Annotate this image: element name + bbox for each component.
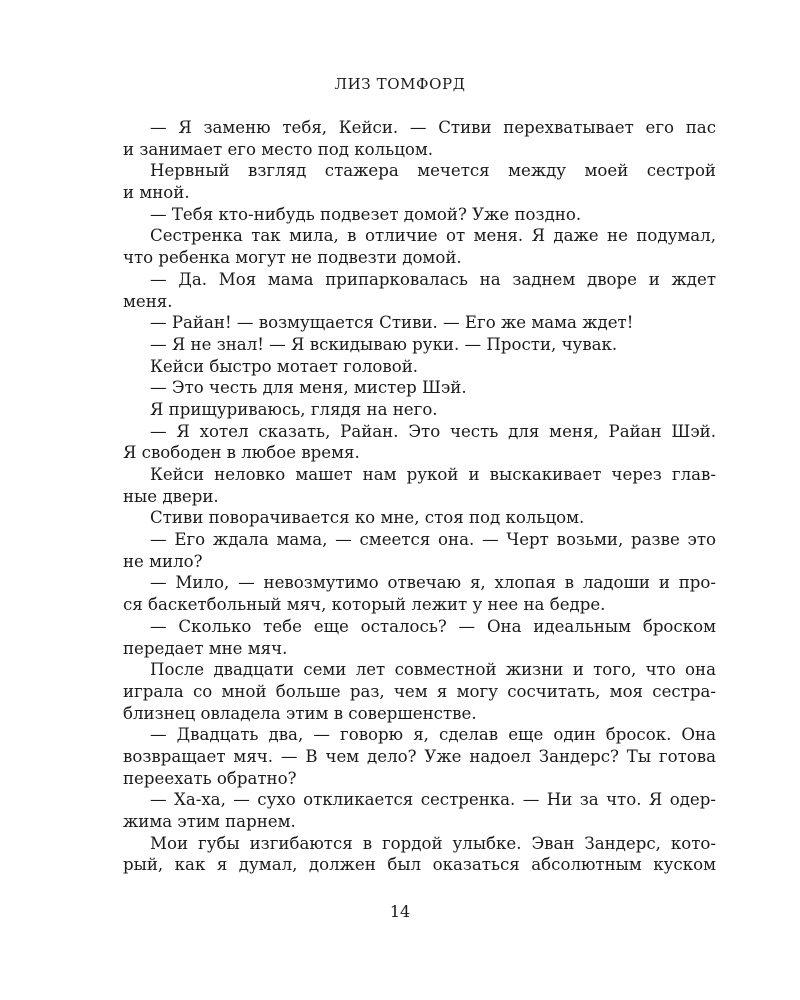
text-line: Я свободен в любое время. (123, 443, 360, 463)
text-line: — Сколько тебе еще осталось? — Она идеальным броском (150, 616, 716, 636)
text-line: — Я заменю тебя, Кейси. — Стиви перехватывает его пас (150, 118, 716, 137)
text-line: После двадцати семи лет совместной жизни и того, что она (150, 660, 716, 680)
text-line: передает мне мяч. (123, 638, 288, 658)
text-line: жима этим парнем. (123, 812, 296, 831)
text-line: меня. (123, 291, 173, 311)
text-line: Стиви поворачивается ко мне, стоя под кольцом. (150, 508, 585, 528)
text-line: рый, как я думал, должен был оказаться абсолютным куском (123, 855, 716, 875)
text-line: Нервный взгляд стажера мечется между моей сестрой (150, 161, 716, 181)
text-line: — Мило, — невозмутимо отвечаю я, хлопая в ладоши и про- (150, 573, 716, 593)
text-line: близнец овладела этим в совершенстве. (123, 703, 477, 723)
page-number: 14 (389, 902, 411, 921)
text-line: и занимает его место под кольцом. (123, 139, 434, 159)
text-line: Мои губы изгибаются в гордой улыбке. Эван Зандерс, кото- (150, 833, 716, 853)
text-line: Кейси неловко машет нам рукой и выскакивает через глав- (150, 465, 716, 484)
text-line: — Я хотел сказать, Райан. Это честь для меня, Райан Шэй. (150, 421, 716, 441)
text-line: что ребенка могут не подвезти домой. (123, 248, 462, 268)
text-line: — Райан! — возмущается Стиви. — Его же мама ждет! (150, 313, 634, 333)
text-line: — Двадцать два, — говорю я, сделав еще один бросок. Она (150, 725, 716, 745)
text-line: — Его ждала мама, — смеется она. — Черт возьми, разве это (150, 530, 716, 550)
text-line: — Ха-ха, — сухо откликается сестренка. — Ни за что. Я одер- (150, 790, 716, 810)
text-line: переехать обратно? (123, 768, 297, 788)
text-line: и мной. (123, 183, 190, 203)
text-line: играла со мной больше раз, чем я могу сосчитать, моя сестра- (123, 681, 716, 701)
text-line: возвращает мяч. — В чем дело? Уже надоел Зандерс? Ты готова (123, 746, 716, 766)
text-line: ся баскетбольный мяч, который лежит у нее на бедре. (123, 595, 606, 615)
text-line: ные двери. (123, 486, 219, 506)
text-line: Кейси быстро мотает головой. (150, 356, 419, 376)
text-line: — Это честь для меня, мистер Шэй. (150, 378, 467, 398)
text-line: — Да. Моя мама припарковалась на заднем дворе и ждет (150, 269, 716, 289)
body-text (123, 117, 716, 876)
text-line: Сестренка так мила, в отличие от меня. Я даже не подумал, (150, 226, 716, 246)
text-line: не мило? (123, 551, 203, 571)
text-line: Я прищуриваюсь, глядя на него. (150, 399, 438, 419)
text-line: — Я не знал! — Я вскидываю руки. — Прости, чувак. (150, 334, 618, 354)
text-line: — Тебя кто-нибудь подвезет домой? Уже поздно. (150, 204, 582, 224)
running-head: ЛИЗ ТОМФОРД (334, 75, 466, 93)
